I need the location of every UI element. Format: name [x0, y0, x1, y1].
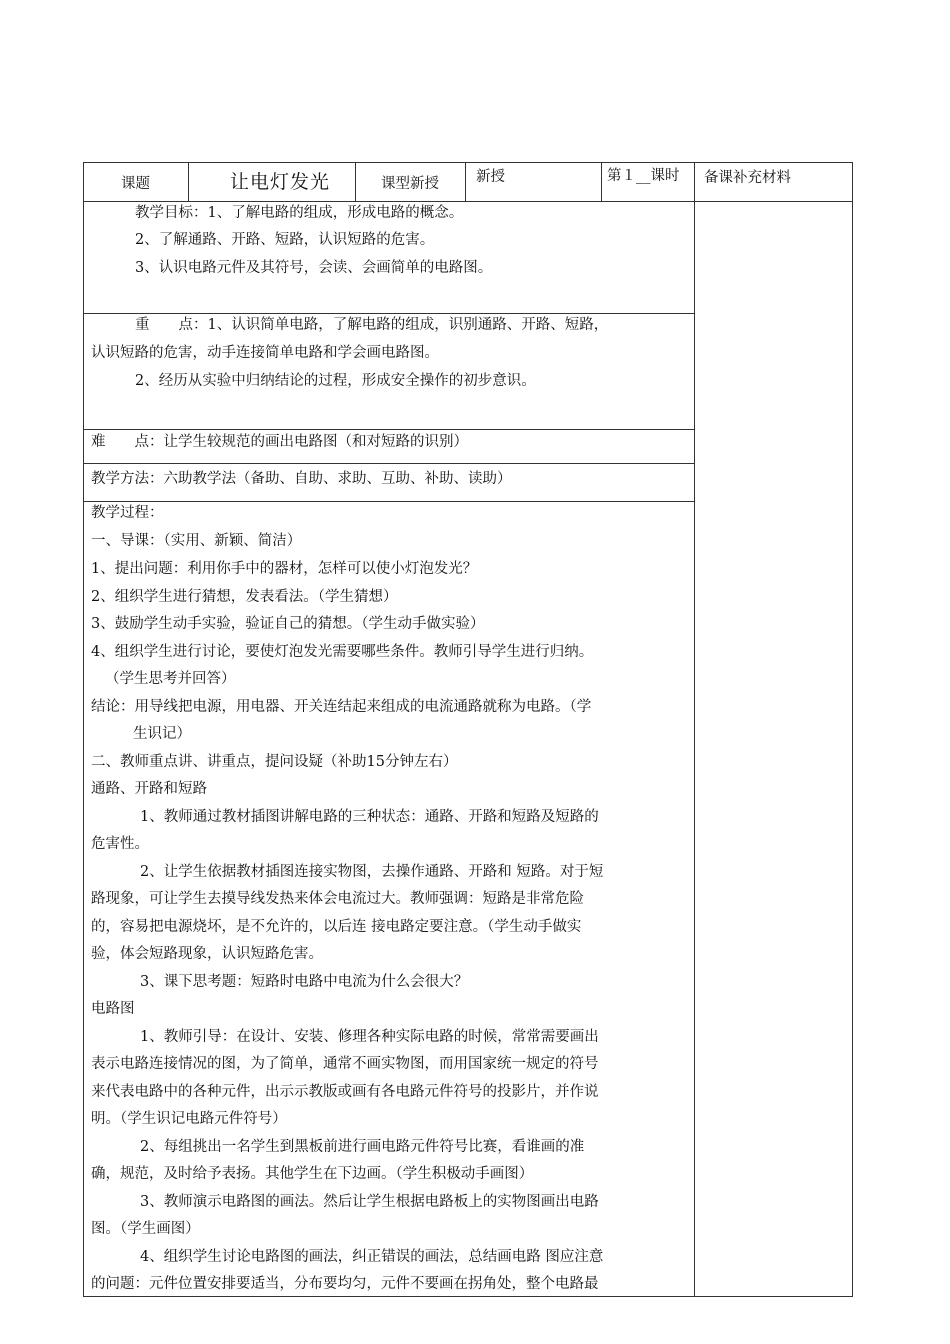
method-line: 教学方法：六助教学法（备助、自助、求助、互助、补助、读助）	[91, 471, 512, 487]
process-line: 电路图	[91, 1001, 135, 1017]
process-line: 1、教师通过教材插图讲解电路的三种状态：通路、开路和短路及短路的	[140, 809, 599, 825]
process-line: 验，体会短路现象，认识短路危害。	[91, 946, 323, 962]
header-col-divider-1	[188, 162, 189, 202]
process-line: 表示电路连接情况的图，为了简单，通常不画实物图，而用国家统一规定的符号	[91, 1056, 599, 1072]
process-line: 2、组织学生进行猜想，发表看法。（学生猜想）	[91, 589, 398, 605]
header-row-divider	[83, 201, 853, 202]
lesson-title: 让电灯发光	[230, 171, 331, 193]
header-col-divider-3	[465, 162, 466, 202]
process-line: 1、提出问题：利用你手中的器材，怎样可以使小灯泡发光？	[91, 561, 478, 577]
process-line: 1、教师引导：在设计、安装、修理各种实际电路的时候，常常需要画出	[140, 1029, 599, 1045]
process-line: 一、导课：（实用、新颖、简洁）	[91, 533, 302, 549]
process-line: （学生思考并回答）	[105, 671, 236, 687]
process-line: 3、鼓励学生动手实验，验证自己的猜想。（学生动手做实验）	[91, 616, 485, 632]
header-col-divider-4	[601, 162, 602, 202]
difficulty-divider	[83, 463, 694, 464]
process-line: 生识记）	[133, 726, 191, 742]
key-point-line: 重 点：1、认识简单电路，了解电路的组成，识别通路、开路、短路，	[135, 317, 609, 333]
process-line: 的问题：元件位置安排要适当，分布要均匀，元件不要画在拐角处，整个电路最	[91, 1276, 599, 1292]
objectives-divider	[83, 313, 694, 314]
process-line: 危害性。	[91, 836, 149, 852]
difficulty-line: 难 点：让学生较规范的画出电路图（和对短路的识别）	[91, 434, 468, 450]
process-line: 的，容易把电源烧坏，是不允许的，以后连 接电路定要注意。（学生动手做实	[91, 919, 582, 935]
header-col-divider-2	[355, 162, 356, 202]
process-line: 确，规范，及时给予表扬。其他学生在下边画。（学生积极动手画图）	[91, 1166, 534, 1182]
key-points-divider	[83, 429, 694, 430]
process-line: 来代表电路中的各种元件，出示示教版或画有各电路元件符号的投影片，并作说	[91, 1084, 599, 1100]
process-line: 3、课下思考题：短路时电路中电流为什么会很大？	[140, 974, 469, 990]
lesson-type-label: 课型新授	[381, 176, 439, 192]
key-point-line: 认识短路的危害，动手连接简单电路和学会画电路图。	[91, 345, 439, 361]
process-line: 路现象，可让学生去摸导线发热来体会电流过大。教师强调：短路是非常危险	[91, 891, 584, 907]
lesson-type-value: 新授	[476, 169, 505, 185]
method-divider	[83, 501, 694, 502]
process-line: 教学过程：	[91, 505, 164, 521]
supplement-label: 备课补充材料	[704, 170, 791, 186]
period-label: 第１__课时	[607, 168, 680, 184]
process-line: 二、教师重点讲、讲重点，提问设疑（补助15分钟左右）	[91, 754, 458, 770]
process-line: 图。（学生画图）	[91, 1221, 200, 1237]
process-line: 通路、开路和短路	[91, 781, 207, 797]
process-line: 4、组织学生讨论电路图的画法，纠正错误的画法，总结画电路 图应注意	[140, 1249, 604, 1265]
process-line: 4、组织学生进行讨论，要使灯泡发光需要哪些条件。教师引导学生进行归纳。	[91, 644, 594, 660]
process-line: 3、教师演示电路图的画法。然后让学生根据电路板上的实物图画出电路	[140, 1194, 599, 1210]
process-line: 明。（学生识记电路元件符号）	[91, 1111, 287, 1127]
objective-line: 3、认识电路元件及其符号，会读、会画简单的电路图。	[135, 260, 493, 276]
key-point-line: 2、经历从实验中归纳结论的过程，形成安全操作的初步意识。	[135, 373, 536, 389]
process-line: 结论：用导线把电源，用电器、开关连结起来组成的电流通路就称为电路。（学	[91, 699, 592, 715]
supplement-col-divider	[694, 162, 695, 1297]
objective-line: 教学目标：1、了解电路的组成，形成电路的概念。	[135, 205, 464, 221]
objective-line: 2、了解通路、开路、短路，认识短路的危害。	[135, 232, 435, 248]
process-line: 2、让学生依据教材插图连接实物图，去操作通路、开路和 短路。对于短	[140, 864, 604, 880]
process-line: 2、每组挑出一名学生到黑板前进行画电路元件符号比赛，看谁画的准	[140, 1139, 585, 1155]
topic-label: 课题	[121, 176, 150, 192]
